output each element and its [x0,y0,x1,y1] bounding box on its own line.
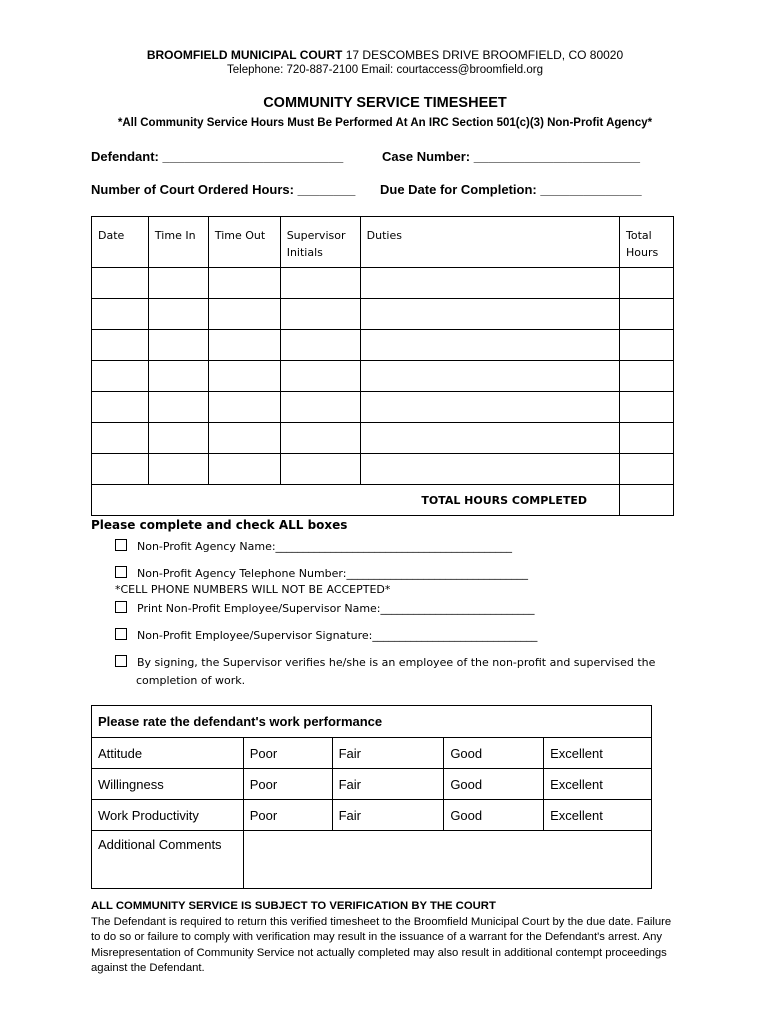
column-header-time-in: Time In [148,217,208,268]
cell-phone-note: *CELL PHONE NUMBERS WILL NOT BE ACCEPTED* [115,583,391,596]
cell-supervisor-initials[interactable] [280,299,360,330]
notice-heading: ALL COMMUNITY SERVICE IS SUBJECT TO VERIFICATION BY THE COURT [91,900,496,912]
cell-total-hours[interactable] [619,454,673,485]
cell-time-in[interactable] [148,392,208,423]
cell-date[interactable] [92,423,149,454]
cell-time-in[interactable] [148,454,208,485]
notice-body: The Defendant is required to return this verified timesheet to the Broomfield Municipal Court by the due date. Failure to do so or failure to comply with verification may result in the issuance of a warrant for the Defendant's arrest. Any Misrepresentation of Community Service not actually completed may also result in additional contempt proceedings against the Defendant. [91,915,672,974]
comments-row [92,831,652,889]
timesheet-header-row [92,217,674,268]
rating-option-fair[interactable]: Fair [332,800,444,831]
additional-comments-field[interactable] [243,831,651,889]
cell-supervisor-initials[interactable] [280,361,360,392]
rating-option-poor[interactable]: Poor [243,800,332,831]
timesheet-row [92,361,674,392]
cell-duties[interactable] [360,423,619,454]
form-title: COMMUNITY SERVICE TIMESHEET [263,95,507,111]
cell-time-in[interactable] [148,330,208,361]
cell-date[interactable] [92,454,149,485]
signature-label: Non-Profit Employee/Supervisor Signature:______________________________ [137,629,538,642]
cell-duties[interactable] [360,299,619,330]
cell-total-hours[interactable] [619,299,673,330]
agency-phone-label: Non-Profit Agency Telephone Number:_________________________________ [137,567,528,580]
rating-title-row [92,706,652,738]
checklist-title: Please complete and check ALL boxes [91,518,348,532]
timesheet-row [92,392,674,423]
case-number-field[interactable]: Case Number: _______________________ [382,149,641,164]
checklist-item-agency-name [115,539,512,553]
cell-time-in[interactable] [148,361,208,392]
column-header-duties: Duties [360,217,619,268]
cell-time-in[interactable] [148,268,208,299]
timesheet-row [92,423,674,454]
rating-criterion: Willingness [92,769,244,800]
checklist-item-agency-phone [115,566,528,580]
verification-notice [91,899,681,977]
checkbox-print-name[interactable] [115,601,127,613]
rating-option-excellent[interactable]: Excellent [544,800,652,831]
cell-time-out[interactable] [208,330,280,361]
rating-option-good[interactable]: Good [444,769,544,800]
rating-option-excellent[interactable]: Excellent [544,738,652,769]
total-hours-label: TOTAL HOURS COMPLETED [92,485,620,516]
cell-supervisor-initials[interactable] [280,268,360,299]
cell-duties[interactable] [360,268,619,299]
rating-option-excellent[interactable]: Excellent [544,769,652,800]
checklist-item-print-name [115,601,535,615]
cell-total-hours[interactable] [619,330,673,361]
cell-date[interactable] [92,392,149,423]
checkbox-signature[interactable] [115,628,127,640]
cell-date[interactable] [92,330,149,361]
rating-criterion: Attitude [92,738,244,769]
cell-date[interactable] [92,268,149,299]
verify-label-continued: completion of work. [136,674,246,687]
timesheet-row [92,330,674,361]
cell-duties[interactable] [360,392,619,423]
court-contact: Telephone: 720-887-2100 Email: courtaccess@broomfield.org [227,64,543,76]
ordered-hours-field[interactable]: Number of Court Ordered Hours: ________ [91,182,356,197]
rating-option-fair[interactable]: Fair [332,769,444,800]
cell-time-out[interactable] [208,299,280,330]
timesheet-row [92,299,674,330]
cell-supervisor-initials[interactable] [280,330,360,361]
total-row [92,485,674,516]
column-header-date: Date [92,217,149,268]
rating-title: Please rate the defendant's work performance [92,706,652,738]
due-date-field[interactable]: Due Date for Completion: ______________ [380,182,642,197]
column-header-time-out: Time Out [208,217,280,268]
cell-duties[interactable] [360,454,619,485]
cell-time-out[interactable] [208,423,280,454]
cell-date[interactable] [92,299,149,330]
court-address: 17 DESCOMBES DRIVE BROOMFIELD, CO 80020 [345,48,624,62]
court-header [0,48,770,62]
rating-row [92,800,652,831]
rating-criterion: Work Productivity [92,800,244,831]
checkbox-agency-name[interactable] [115,539,127,551]
agency-name-label: Non-Profit Agency Name:___________________________________________ [137,540,513,553]
court-name: BROOMFIELD MUNICIPAL COURT [146,48,343,62]
cell-time-out[interactable] [208,454,280,485]
cell-supervisor-initials[interactable] [280,423,360,454]
rating-row [92,738,652,769]
cell-duties[interactable] [360,330,619,361]
cell-date[interactable] [92,361,149,392]
rating-option-poor[interactable]: Poor [243,769,332,800]
cell-duties[interactable] [360,361,619,392]
additional-comments-label: Additional Comments [92,831,244,889]
defendant-field[interactable]: Defendant: _________________________ [91,149,344,164]
cell-supervisor-initials[interactable] [280,392,360,423]
cell-total-hours[interactable] [619,268,673,299]
rating-row [92,769,652,800]
rating-option-poor[interactable]: Poor [243,738,332,769]
timesheet-row [92,268,674,299]
timesheet-row [92,454,674,485]
rating-option-good[interactable]: Good [444,738,544,769]
checkbox-verify[interactable] [115,655,127,667]
cell-total-hours[interactable] [619,392,673,423]
rating-option-good[interactable]: Good [444,800,544,831]
print-name-label: Print Non-Profit Employee/Supervisor Name:____________________________ [137,602,535,615]
rating-table [91,705,652,889]
rating-option-fair[interactable]: Fair [332,738,444,769]
cell-total-hours[interactable] [619,361,673,392]
cell-time-in[interactable] [148,423,208,454]
verify-label: By signing, the Supervisor verifies he/she is an employee of the non-profit and supervised the [137,656,656,669]
checkbox-agency-phone[interactable] [115,566,127,578]
cell-time-out[interactable] [208,268,280,299]
cell-time-in[interactable] [148,299,208,330]
cell-supervisor-initials[interactable] [280,454,360,485]
checklist-item-verify [115,655,655,669]
total-hours-cell[interactable] [619,485,673,516]
column-header-total-hours: Total Hours [619,217,673,268]
cell-total-hours[interactable] [619,423,673,454]
cell-time-out[interactable] [208,392,280,423]
column-header-supervisor-initials: Supervisor Initials [280,217,360,268]
form-subtitle: *All Community Service Hours Must Be Performed At An IRC Section 501(c)(3) Non-Profit Agency* [117,117,653,129]
cell-time-out[interactable] [208,361,280,392]
checklist-item-signature [115,628,537,642]
timesheet-table [91,216,674,516]
